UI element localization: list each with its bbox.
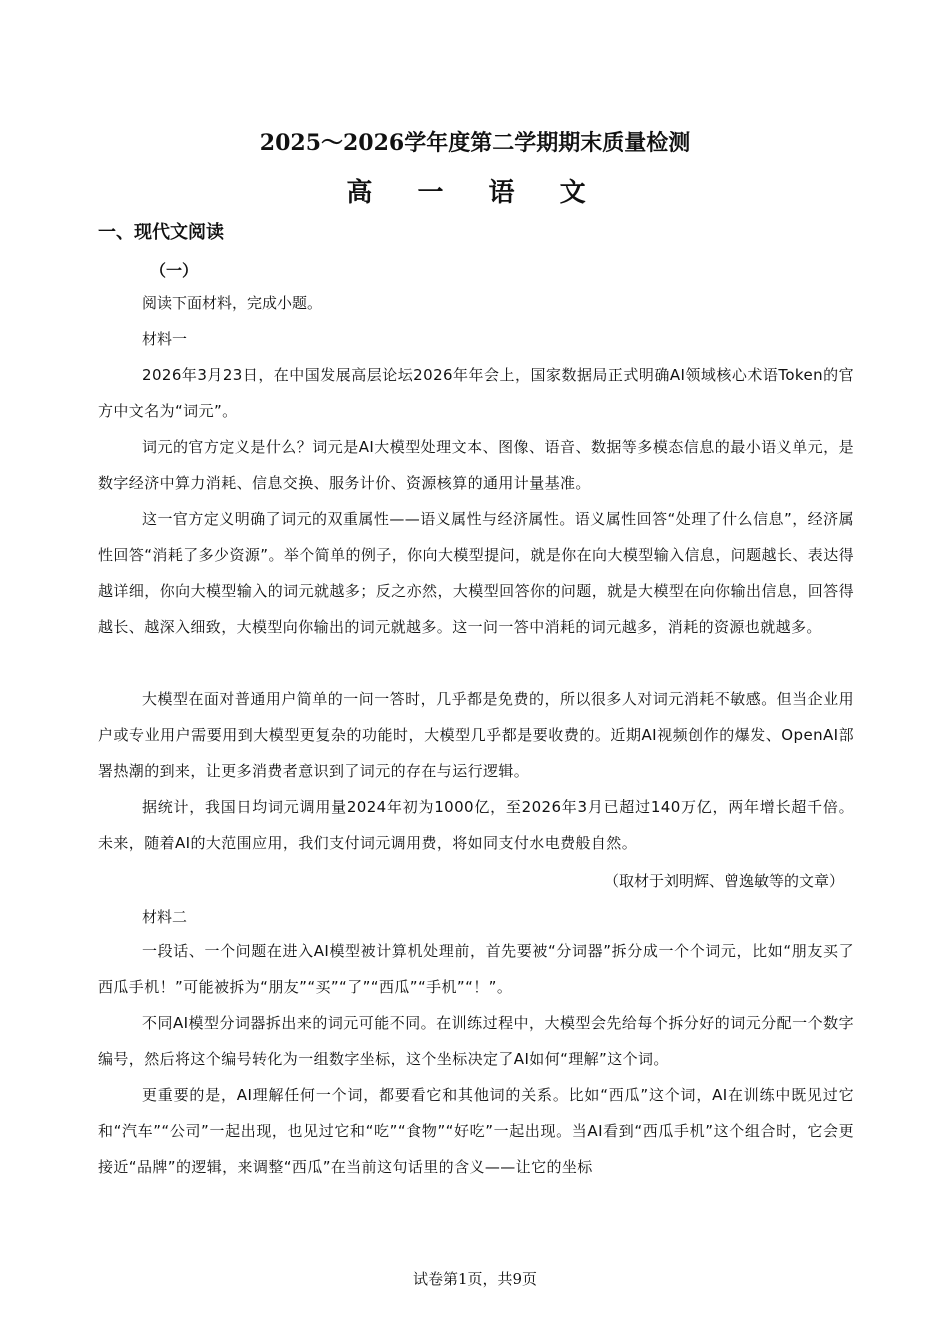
material-2-paragraph: 不同AI模型分词器拆出来的词元可能不同。在训练过程中，大模型会先给每个拆分好的词元分配一个数字编号，然后将这个编号转化为一组数字坐标，这个坐标决定了AI如何“理解”这个词。 <box>98 1014 854 1068</box>
material-1-paragraph: 词元的官方定义是什么？词元是AI大模型处理文本、图像、语音、数据等多模态信息的最小语义单元，是数字经济中算力消耗、信息交换、服务计价、资源核算的通用计量基准。 <box>98 438 854 492</box>
material-1-paragraph: 大模型在面对普通用户简单的一问一答时，几乎都是免费的，所以很多人对词元消耗不敏感。但当企业用户或专业用户需要用到大模型更复杂的功能时，大模型几乎都是要收费的。近期AI视频创作的爆发、OpenAI部署热潮的到来，让更多消费者意识到了词元的存在与运行逻辑。 <box>98 690 854 780</box>
material-1-paragraph: 这一官方定义明确了词元的双重属性——语义属性与经济属性。语义属性回答“处理了什么信息”，经济属性回答“消耗了多少资源”。举个简单的例子，你向大模型提问，就是你在向大模型输入信息，问题越长、表达得越详细，你向大模型输入的词元就越多；反之亦然，大模型回答你的问题，就是大模型在向你输出信息，回答得越长、越深入细致，大模型向你输出的词元就越多。这一问一答中消耗的词元越多，消耗的资源也就越多。 <box>98 510 854 636</box>
reading-instruction: 阅读下面材料，完成小题。 <box>142 294 323 312</box>
subject-title: 高 一 语 文 <box>346 178 604 208</box>
material-2-paragraph: 更重要的是，AI理解任何一个词，都要看它和其他词的关系。比如“西瓜”这个词，AI在训练中既见过它和“汽车”“公司”一起出现，也见过它和“吃”“食物”“好吃”一起出现。当AI看到“西瓜手机”这个组合时，它会更接近“品牌”的逻辑，来调整“西瓜”在当前这句话里的含义——让它的坐标 <box>98 1086 854 1176</box>
section-heading: 一、现代文阅读 <box>98 222 224 243</box>
sub-section-heading: （一） <box>150 261 199 280</box>
material-1-label: 材料一 <box>142 330 188 348</box>
material-1-paragraph: 2026年3月23日，在中国发展高层论坛2026年年会上，国家数据局正式明确AI领域核心术语Token的官方中文名为“词元”。 <box>98 366 854 420</box>
material-1-source: （取材于刘明辉、曾逸敏等的文章） <box>603 872 844 890</box>
exam-title: 2025～2026学年度第二学期期末质量检测 <box>259 130 691 156</box>
material-2-label: 材料二 <box>142 908 188 926</box>
material-1-paragraph: 据统计，我国日均词元调用量2024年初为1000亿，至2026年3月已超过140万亿，两年增长超千倍。未来，随着AI的大范围应用，我们支付词元调用费，将如同支付水电费般自然。 <box>98 798 854 852</box>
page-footer: 试卷第1页，共9页 <box>412 1270 538 1288</box>
material-2-paragraph: 一段话、一个问题在进入AI模型被计算机处理前，首先要被“分词器”拆分成一个个词元，比如“朋友买了西瓜手机！”可能被拆为“朋友”“买”“了”“西瓜”“手机”“！”。 <box>98 942 854 996</box>
